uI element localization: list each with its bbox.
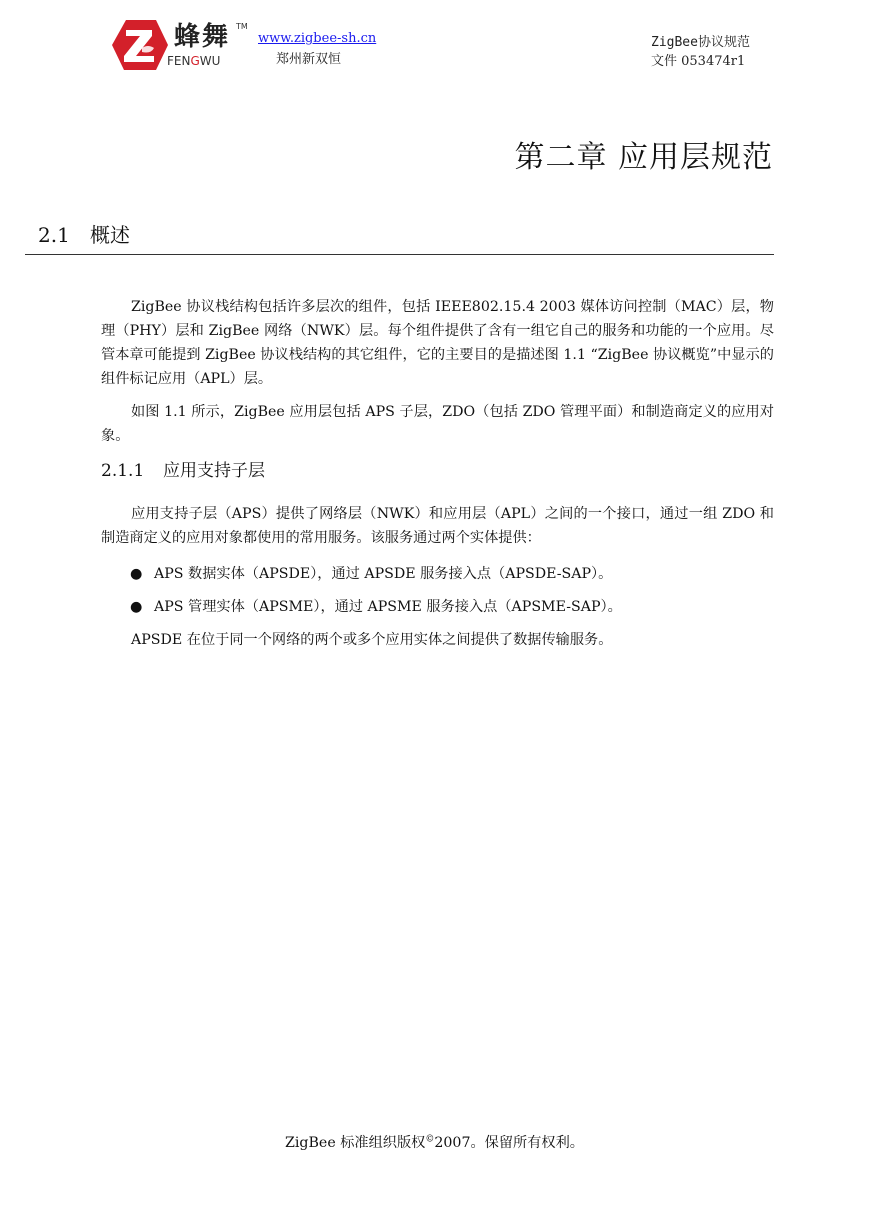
aps-paragraph: 应用支持子层（APS）提供了网络层（NWK）和应用层（APL）之间的一个接口，通过一组 ZDO 和制造商定义的应用对象都使用的常用服务。该服务通过两个实体提供： bbox=[101, 506, 774, 546]
website-link[interactable]: www.zigbee-sh.cn bbox=[258, 31, 377, 46]
bullet-item-apsme bbox=[130, 596, 622, 616]
bullet-item-apsde bbox=[130, 563, 612, 583]
subsection-title: 应用支持子层 bbox=[163, 461, 265, 481]
logo-english-name bbox=[167, 54, 220, 68]
subsection-number: 2.1.1 bbox=[101, 461, 145, 481]
z-logo-icon bbox=[112, 20, 168, 70]
overview-paragraph-2: 如图 1.1 所示，ZigBee 应用层包括 APS 子层，ZDO（包括 ZDO 管理平面）和制造商定义的应用对象。 bbox=[101, 404, 774, 444]
fengwu-logo bbox=[112, 20, 247, 72]
page-footer bbox=[0, 1132, 869, 1152]
apsde-body bbox=[101, 628, 774, 652]
bullet-text: APS 管理实体（APSME），通过 APSME 服务接入点（APSME-SAP）。 bbox=[154, 599, 622, 615]
footer-text-before: ZigBee 标准组织版权 bbox=[285, 1135, 426, 1151]
header-doc-title: ZigBee协议规范 bbox=[651, 35, 750, 50]
bullet-dot-icon: ● bbox=[130, 566, 143, 582]
chapter-title: 第二章 应用层规范 bbox=[514, 140, 773, 175]
logo-en-part1: FEN bbox=[167, 54, 191, 68]
logo-en-part2: G bbox=[190, 54, 200, 68]
section-title: 概述 bbox=[90, 223, 130, 247]
header-file-number: 文件 053474r1 bbox=[651, 54, 746, 69]
aps-body bbox=[101, 502, 774, 550]
section-number: 2.1 bbox=[38, 223, 70, 247]
bullet-text: APS 数据实体（APSDE），通过 APSDE 服务接入点（APSDE-SAP）。 bbox=[154, 566, 613, 582]
overview-body bbox=[101, 295, 774, 448]
overview-paragraph-1: ZigBee 协议栈结构包括许多层次的组件，包括 IEEE802.15.4 2003 媒体访问控制（MAC）层，物理（PHY）层和 ZigBee 网络（NWK）层。每个组件提供了含有一组它自己的服务和功能的一个应用。尽管本章可能提到 ZigBee 协议栈结构的其它组件，它的主要目的是描述图 1.1 “ZigBee 协议概览”中显示的组件标记应用（APL）层。 bbox=[101, 299, 774, 387]
copyright-symbol: © bbox=[425, 1134, 435, 1145]
section-heading bbox=[38, 219, 130, 248]
bullet-dot-icon: ● bbox=[130, 599, 143, 615]
section-divider bbox=[25, 254, 774, 255]
footer-text-after: 2007。保留所有权利。 bbox=[434, 1135, 584, 1151]
subsection-heading bbox=[101, 456, 265, 481]
logo-trademark: TM bbox=[236, 22, 248, 31]
logo-chinese-name: 蜂舞 bbox=[174, 22, 231, 52]
apsde-paragraph: APSDE 在位于同一个网络的两个或多个应用实体之间提供了数据传输服务。 bbox=[131, 632, 613, 648]
header-location: 郑州新双恒 bbox=[276, 52, 342, 67]
logo-en-part3: WU bbox=[199, 54, 221, 68]
